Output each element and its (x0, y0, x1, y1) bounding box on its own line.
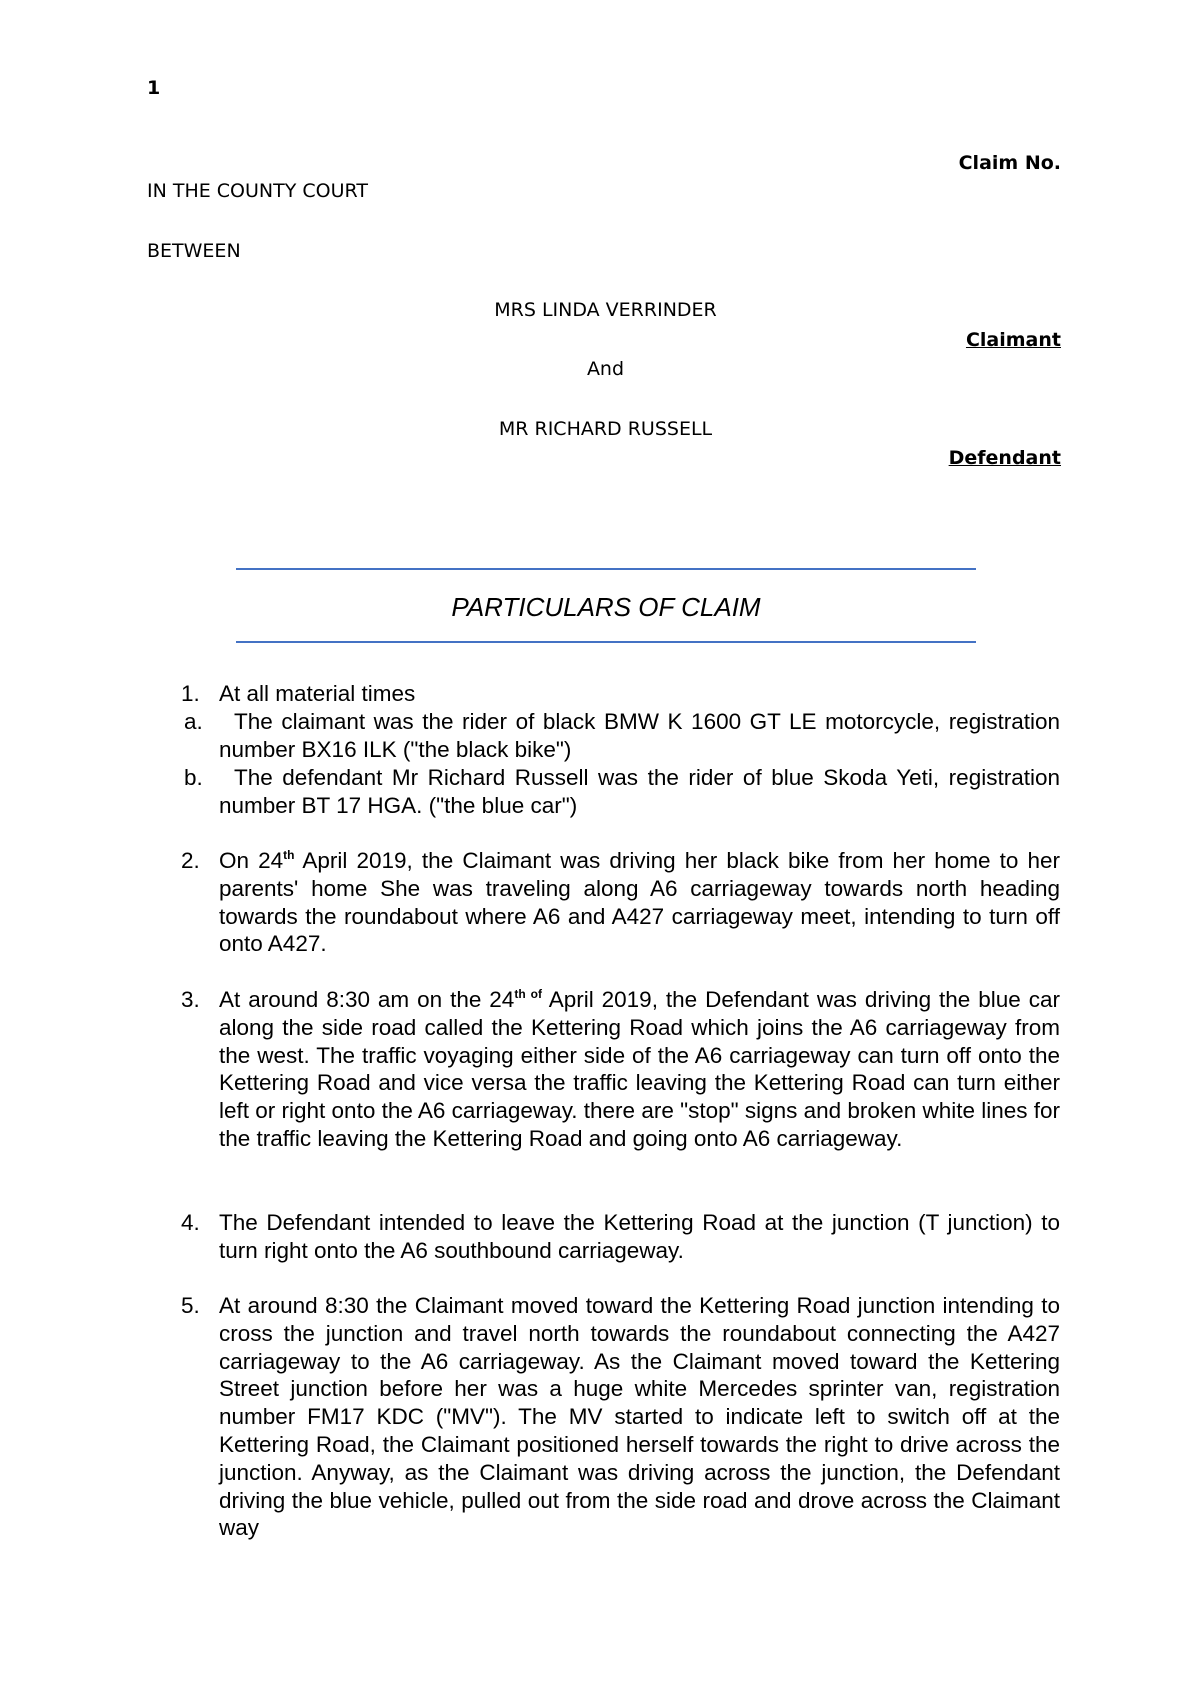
title-top-rule (236, 568, 976, 570)
paragraph-3-text (219, 986, 1060, 1153)
date-ordinal-suffix: th (283, 848, 295, 862)
paragraph-3-number: 3. (181, 987, 200, 1012)
paragraph-3-text-rest: April 2019, the Defendant was driving the blue car along the side road called the Kettering Road which joins the A6 carriageway from the west. The traffic voyaging either side of the A6 carriageway can turn off onto the Kettering Road and vice versa the traffic leaving the Kettering Road can turn either left or right onto the A6 carriageway. there are "stop" signs and broken white lines for the traffic leaving the Kettering Road and going onto A6 carriageway. (219, 987, 1061, 1151)
claim-number-label: Claim No. (958, 152, 1061, 174)
item-a-text: The claimant was the rider of black BMW K 1600 GT LE motorcycle, registration number BX16 ILK ("the black bike") (219, 709, 1060, 762)
court-name: IN THE COUNTY COURT (147, 180, 368, 202)
paragraph-2-text-rest: April 2019, the Claimant was driving her black bike from her home to her parents' home She was traveling along A6 carriageway towards north heading towards the roundabout where A6 and A427 carriageway meet, intending to turn off onto A427. (219, 848, 1060, 957)
paragraph-4-number: 4. (181, 1210, 200, 1235)
page-number: 1 (147, 77, 161, 99)
paragraph-5-number: 5. (181, 1293, 200, 1318)
paragraph-2-text (219, 847, 1060, 958)
claimant-name: MRS LINDA VERRINDER (494, 299, 717, 321)
item-b-marker: b. (184, 765, 203, 790)
paragraph-4-text: The Defendant intended to leave the Kettering Road at the junction (T junction) to turn right onto the A6 southbound carriageway. (219, 1210, 1060, 1263)
paragraph-3-text-start: At around 8:30 am on the 24 (219, 987, 515, 1012)
claimant-role: Claimant (965, 329, 1061, 351)
paragraph-1-text: At all material times (219, 681, 416, 706)
item-b-text: The defendant Mr Richard Russell was the rider of blue Skoda Yeti, registration number BT 17 HGA. ("the blue car") (219, 765, 1060, 818)
date-ordinal-suffix: th of (514, 987, 542, 1001)
paragraph-5-text: At around 8:30 the Claimant moved toward the Kettering Road junction intending to cross the junction and travel north towards the roundabout connecting the A427 carriageway to the A6 carriageway. As the Claimant moved toward the Kettering Street junction before her was a huge white Mercedes sprinter van, registration number FM17 KDC ("MV"). The MV started to indicate left to switch off at the Kettering Road, the Claimant positioned herself towards the right to drive across the junction. Anyway, as the Claimant was driving across the junction, the Defendant driving the blue vehicle, pulled out from the side road and drove across the Claimant way (219, 1293, 1060, 1541)
defendant-role: Defendant (948, 447, 1061, 469)
paragraph-2-number: 2. (181, 848, 200, 873)
document-title: PARTICULARS OF CLAIM (451, 592, 761, 622)
defendant-name: MR RICHARD RUSSELL (498, 418, 713, 440)
paragraph-1-number: 1. (181, 681, 200, 706)
between-label: BETWEEN (147, 240, 241, 262)
paragraph-2-text-start: On 24 (219, 848, 284, 873)
item-a-marker: a. (184, 709, 203, 734)
title-bottom-rule (236, 641, 976, 643)
and-label: And (586, 358, 625, 380)
